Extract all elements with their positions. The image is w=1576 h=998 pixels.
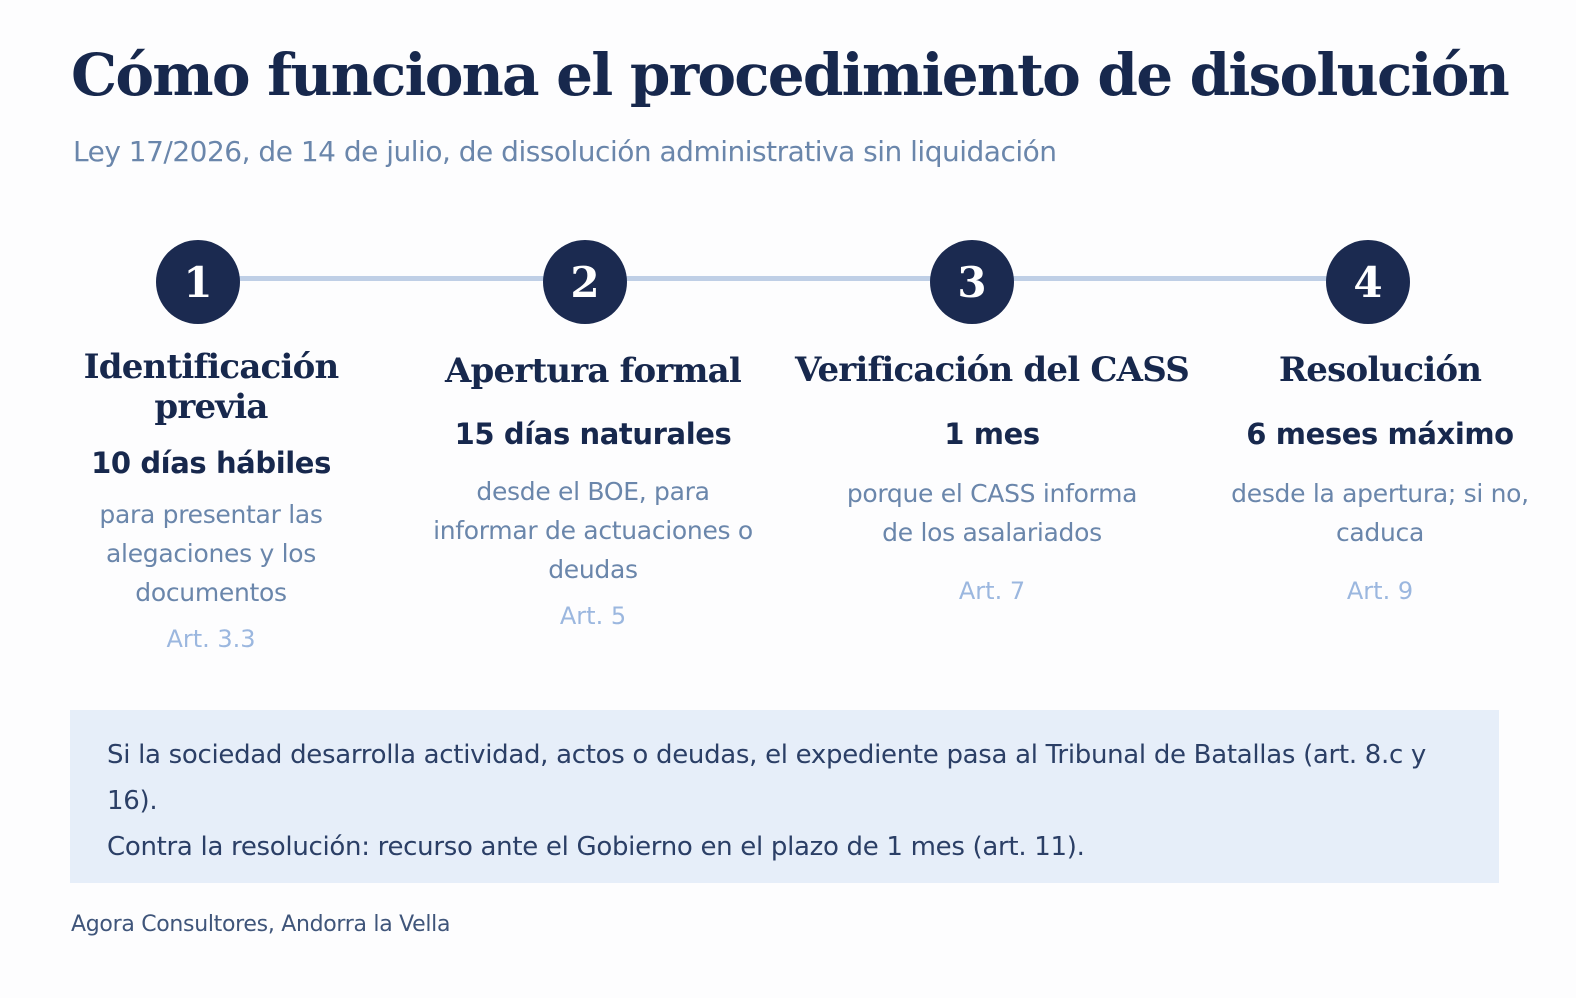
step-4-description: desde la apertura; si no, caduca [1231,479,1529,547]
step-2-description: desde el BOE, para informar de actuaciones o deudas [433,477,753,584]
step-2-number-badge: 2 [543,240,627,324]
note-tribunal: Si la sociedad desarrolla actividad, actos o deudas, el expediente pasa al Tribunal de Batallas (art. 8.c y 16). [107,740,1427,816]
step-3-article-reference: Art. 7 [958,577,1026,605]
step-1-details [41,347,381,654]
step-2-duration: 15 días naturales [454,417,732,451]
step-1-title: Identificación previa [83,347,339,427]
step-4-duration: 6 meses máximo [1246,417,1514,451]
step-3-number-badge: 3 [930,240,1014,324]
step-4-article-reference: Art. 9 [1346,577,1414,605]
step-2-article-reference: Art. 5 [559,602,627,630]
step-1-article-reference: Art. 3.3 [166,625,256,653]
step-3-description: porque el CASS informa de los asalariados [846,479,1138,547]
timeline-connector [198,276,1368,281]
step-3-title: Verificación del CASS [794,350,1189,390]
step-1-number-badge: 1 [156,240,240,324]
step-3-duration: 1 mes [944,417,1040,451]
step-2-details [423,351,763,631]
page-subtitle: Ley 17/2026, de 14 de julio, de dissolución administrativa sin liquidación [73,135,1057,168]
legal-notes-box [70,710,1499,883]
step-4-title: Resolución [1278,350,1482,390]
step-1-description: para presentar las alegaciones y los documentos [99,500,323,607]
step-1-duration: 10 días hábiles [91,446,331,480]
footer-credit: Agora Consultores, Andorra la Vella [71,912,451,937]
page-title: Cómo funciona el procedimiento de disolución [71,41,1509,109]
step-4-details [1210,350,1550,606]
note-appeal: Contra la resolución: recurso ante el Gobierno en el plazo de 1 mes (art. 11). [107,832,1085,862]
step-4-number-badge: 4 [1326,240,1410,324]
step-3-details [794,350,1189,606]
step-2-title: Apertura formal [444,351,742,391]
